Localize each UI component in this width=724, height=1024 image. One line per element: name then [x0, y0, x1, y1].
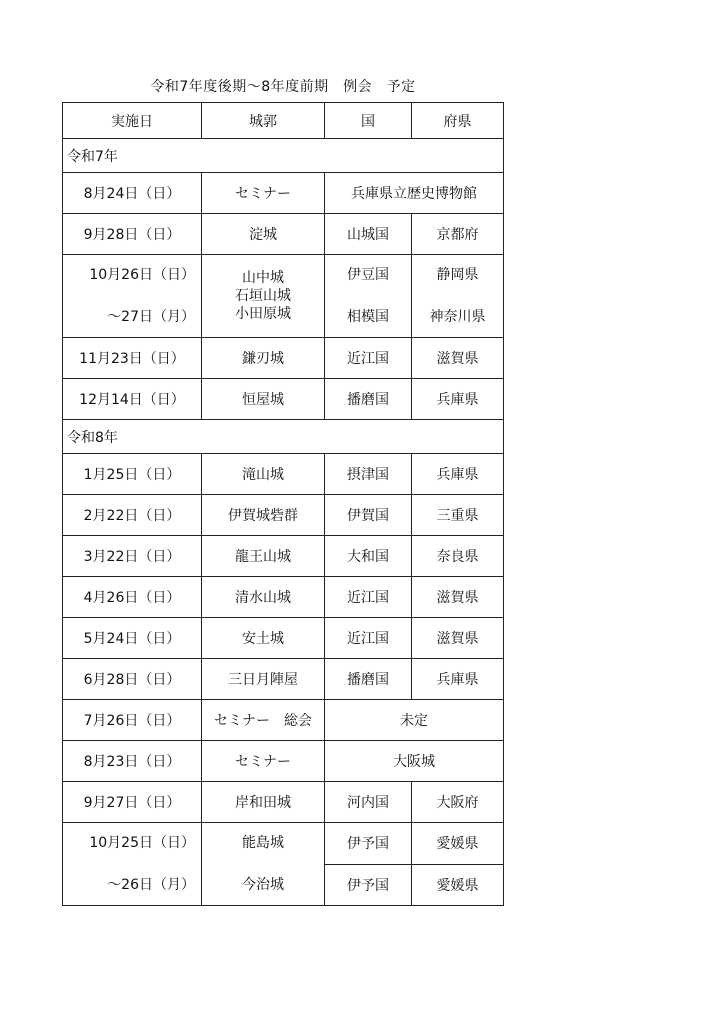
table-row — [63, 782, 504, 823]
date-cell: 6月28日（日） — [63, 659, 202, 700]
date-cell — [63, 255, 202, 338]
header-castle: 城郭 — [202, 103, 325, 139]
castle-name: 山中城 — [242, 270, 284, 286]
table-row — [63, 454, 504, 495]
castle-cell: 恒屋城 — [202, 379, 325, 420]
castle-cell: 安土城 — [202, 618, 325, 659]
prefecture-cell — [412, 255, 504, 338]
date-end: ～27日（月） — [107, 309, 195, 325]
castle-name: 小田原城 — [235, 306, 291, 322]
date-cell: 8月24日（日） — [63, 173, 202, 214]
castle-cell: 岸和田城 — [202, 782, 325, 823]
date-cell: 5月24日（日） — [63, 618, 202, 659]
castle-cell: 清水山城 — [202, 577, 325, 618]
table-row — [63, 700, 504, 741]
table-row — [63, 536, 504, 577]
venue-cell: 大阪城 — [325, 741, 504, 782]
era-label: 令和7年 — [63, 139, 504, 173]
date-start: 10月25日（日） — [89, 835, 195, 851]
date-cell: 4月26日（日） — [63, 577, 202, 618]
castle-cell — [202, 255, 325, 338]
prefecture-cell: 兵庫県 — [412, 379, 504, 420]
prefecture-cell: 三重県 — [412, 495, 504, 536]
province-cell: 近江国 — [325, 577, 412, 618]
province-cell: 伊賀国 — [325, 495, 412, 536]
era-row-r8 — [63, 420, 504, 454]
header-date: 実施日 — [63, 103, 202, 139]
province-cell: 摂津国 — [325, 454, 412, 495]
province-cell: 河内国 — [325, 782, 412, 823]
prefecture-cell: 大阪府 — [412, 782, 504, 823]
province-cell: 播磨国 — [325, 659, 412, 700]
castle-cell: 三日月陣屋 — [202, 659, 325, 700]
date-cell: 7月26日（日） — [63, 700, 202, 741]
province-cell: 近江国 — [325, 338, 412, 379]
header-prefecture: 府県 — [412, 103, 504, 139]
castle-cell: セミナー 総会 — [202, 700, 325, 741]
date-cell — [63, 823, 202, 906]
province-cell: 大和国 — [325, 536, 412, 577]
table-row — [63, 741, 504, 782]
province-1: 伊豆国 — [347, 267, 389, 283]
castle-name: 能島城 — [242, 835, 284, 851]
date-cell: 2月22日（日） — [63, 495, 202, 536]
date-cell: 1月25日（日） — [63, 454, 202, 495]
prefecture-cell: 兵庫県 — [412, 659, 504, 700]
prefecture-cell: 滋賀県 — [412, 577, 504, 618]
table-header-row — [63, 103, 504, 139]
table-row — [63, 255, 504, 338]
table-row — [63, 495, 504, 536]
prefecture-cell: 滋賀県 — [412, 338, 504, 379]
document-title: 令和7年度後期～8年度前期 例会 予定 — [150, 79, 416, 95]
prefecture-cell: 京都府 — [412, 214, 504, 255]
date-end: ～26日（月） — [107, 877, 195, 893]
table-row — [63, 659, 504, 700]
castle-cell: 鎌刃城 — [202, 338, 325, 379]
table-row — [63, 618, 504, 659]
table-row — [63, 338, 504, 379]
prefecture-cell: 愛媛県 — [412, 823, 504, 865]
prefecture-1: 静岡県 — [436, 267, 479, 283]
province-cell: 伊予国 — [325, 823, 412, 865]
castle-cell: 滝山城 — [202, 454, 325, 495]
province-cell: 播磨国 — [325, 379, 412, 420]
schedule-table — [62, 102, 504, 906]
prefecture-cell: 愛媛県 — [412, 864, 504, 906]
province-2: 相模国 — [347, 309, 389, 325]
date-cell: 3月22日（日） — [63, 536, 202, 577]
venue-cell: 未定 — [325, 700, 504, 741]
date-cell: 11月23日（日） — [63, 338, 202, 379]
table-row — [63, 214, 504, 255]
prefecture-cell: 兵庫県 — [412, 454, 504, 495]
date-cell: 8月23日（日） — [63, 741, 202, 782]
castle-cell: 淀城 — [202, 214, 325, 255]
prefecture-2: 神奈川県 — [429, 309, 486, 325]
era-row-r7 — [63, 139, 504, 173]
date-cell: 9月28日（日） — [63, 214, 202, 255]
date-cell: 12月14日（日） — [63, 379, 202, 420]
province-cell: 近江国 — [325, 618, 412, 659]
castle-cell: セミナー — [202, 173, 325, 214]
castle-name: 今治城 — [242, 877, 284, 893]
table-row — [63, 379, 504, 420]
header-province: 国 — [325, 103, 412, 139]
date-cell: 9月27日（日） — [63, 782, 202, 823]
province-cell: 山城国 — [325, 214, 412, 255]
castle-cell: 龍王山城 — [202, 536, 325, 577]
venue-cell: 兵庫県立歴史博物館 — [325, 173, 504, 214]
table-row — [63, 823, 504, 865]
date-start: 10月26日（日） — [89, 267, 195, 283]
castle-cell: 伊賀城砦群 — [202, 495, 325, 536]
castle-name: 石垣山城 — [235, 288, 291, 304]
table-row — [63, 577, 504, 618]
castle-cell: セミナー — [202, 741, 325, 782]
prefecture-cell: 奈良県 — [412, 536, 504, 577]
era-label: 令和8年 — [63, 420, 504, 454]
table-row — [63, 173, 504, 214]
castle-cell — [202, 823, 325, 906]
province-cell: 伊予国 — [325, 864, 412, 906]
province-cell — [325, 255, 412, 338]
prefecture-cell: 滋賀県 — [412, 618, 504, 659]
